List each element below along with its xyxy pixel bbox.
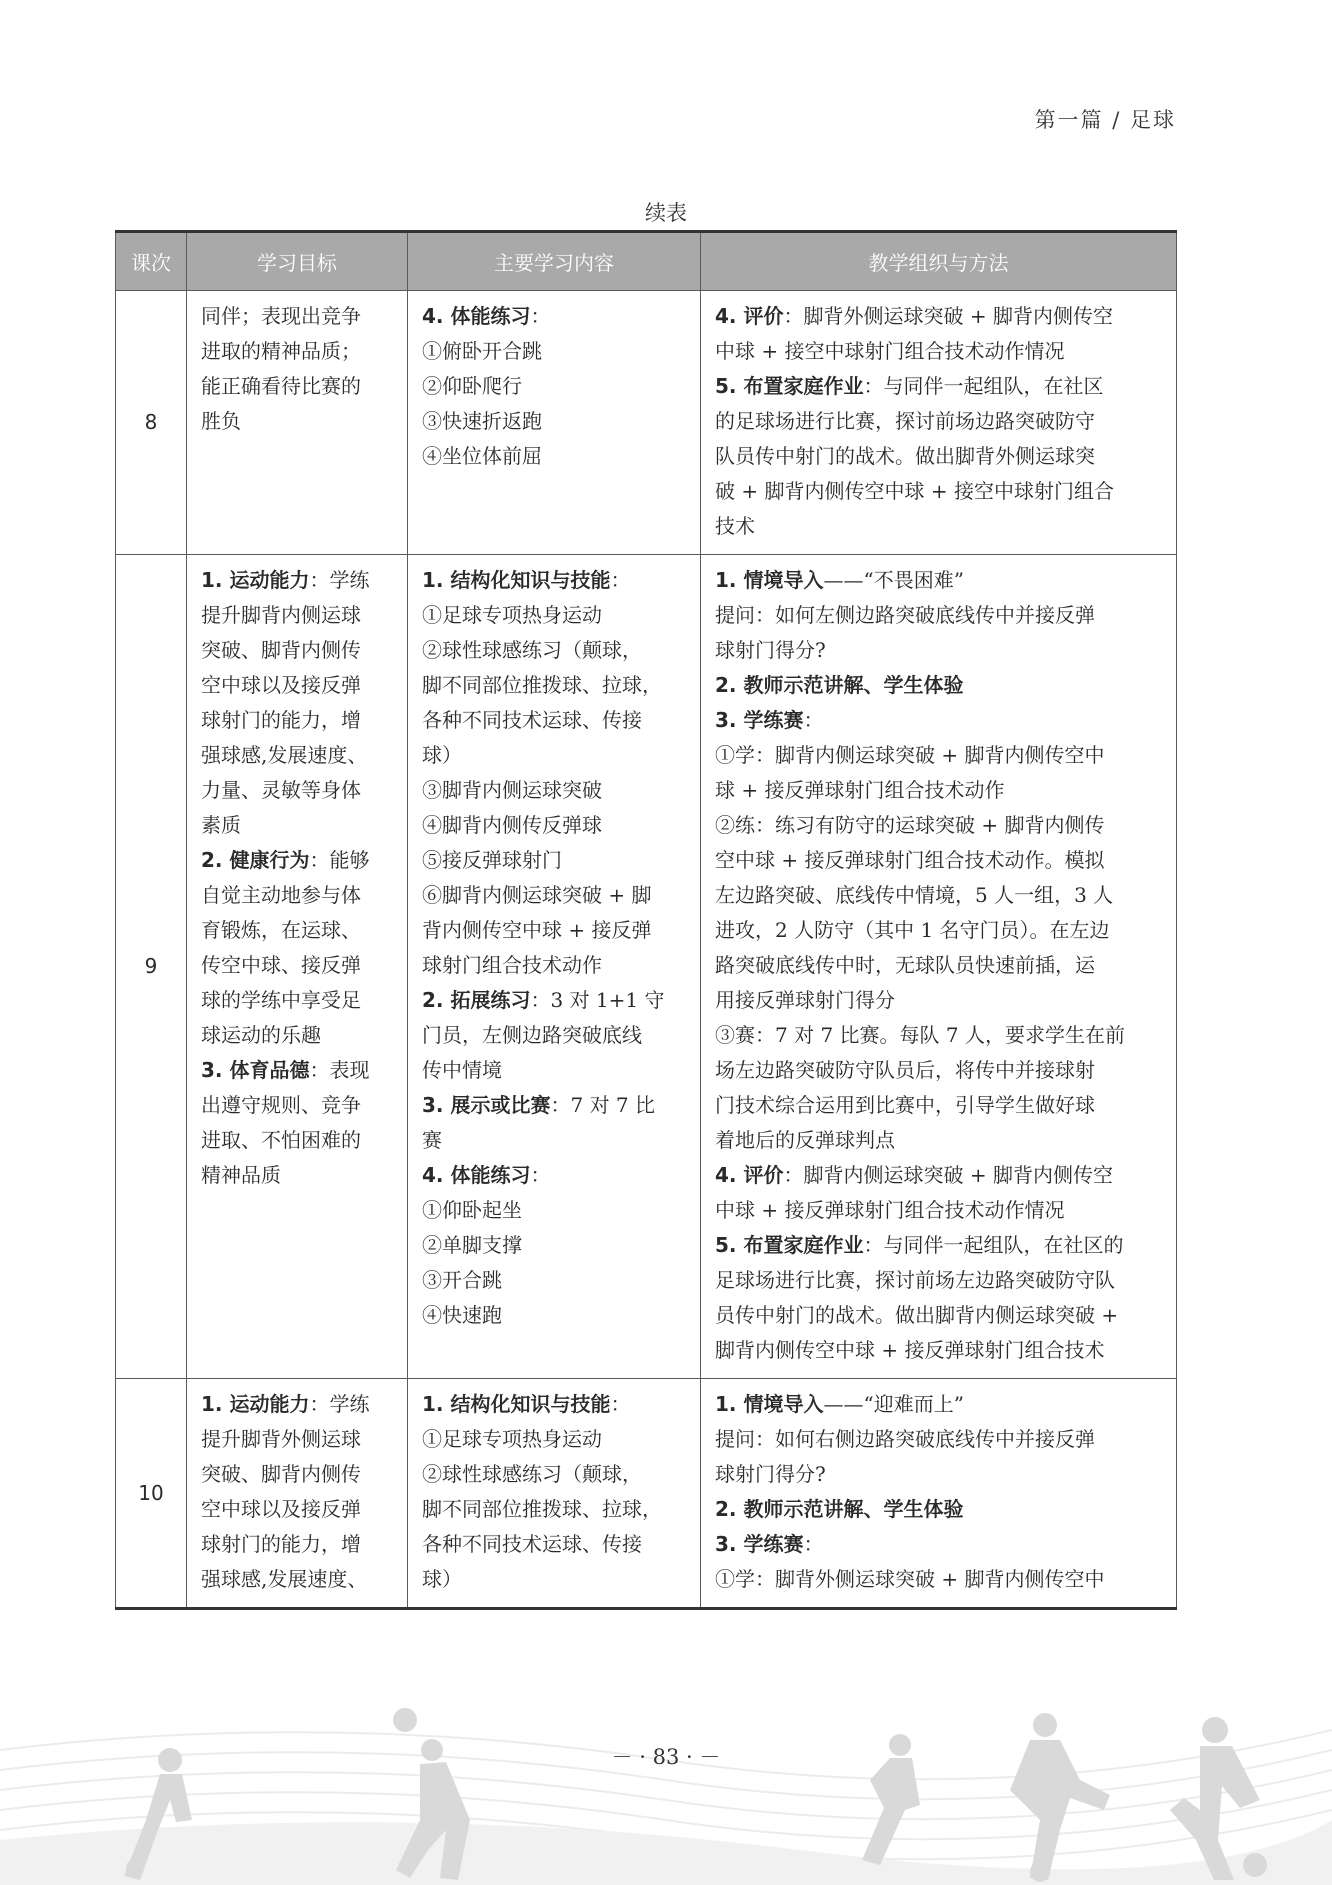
cell-line-text: 提问：如何左侧边路突破底线传中并接反弹 — [715, 603, 1095, 627]
content-cell — [408, 555, 701, 1379]
cell-line — [715, 1298, 1166, 1333]
cell-line-text: 中球 + 接空中球射门组合技术动作情况 — [715, 339, 1065, 363]
cell-line — [715, 1333, 1166, 1368]
cell-line — [201, 1422, 397, 1457]
cell-line-text: 中球 + 接反弹球射门组合技术动作情况 — [715, 1198, 1065, 1222]
cell-line-text: 球射门得分? — [715, 638, 826, 662]
cell-line — [715, 1123, 1166, 1158]
cell-line-heading: 1. 结构化知识与技能 — [422, 568, 611, 592]
cell-line-text: ： — [610, 1392, 631, 1416]
cell-line-text: 能正确看待比赛的 — [201, 374, 361, 398]
cell-line — [422, 1457, 690, 1492]
cell-line — [201, 948, 397, 983]
cell-line — [715, 563, 1166, 598]
cell-line-text: ： — [803, 1532, 824, 1556]
cell-line-heading: 5. 布置家庭作业 — [715, 1233, 864, 1257]
col-header-goals: 学习目标 — [187, 232, 408, 291]
cell-line — [715, 334, 1166, 369]
cell-line-text: 同伴；表现出竞争 — [201, 304, 361, 328]
cell-line-heading: 2. 拓展练习 — [422, 988, 531, 1012]
cell-line-text: 球射门的能力，增 — [201, 708, 361, 732]
cell-line-text: ⑤接反弹球射门 — [422, 848, 562, 872]
cell-line-text: 力量、灵敏等身体 — [201, 778, 361, 802]
cell-line — [715, 404, 1166, 439]
cell-line-text: ：能够 — [309, 848, 370, 872]
cell-line-text: 素质 — [201, 813, 241, 837]
cell-line-text: ④坐位体前屈 — [422, 444, 542, 468]
cell-line-text: ①学：脚背内侧运球突破 + 脚背内侧传空中 — [715, 743, 1105, 767]
cell-line-text: ——“迎难而上” — [823, 1392, 964, 1416]
cell-line — [422, 1053, 690, 1088]
cell-line — [201, 1387, 397, 1422]
cell-line — [201, 1018, 397, 1053]
cell-line — [201, 738, 397, 773]
cell-line — [201, 1562, 397, 1597]
cell-line-heading: 3. 体育品德 — [201, 1058, 310, 1082]
col-header-lesson: 课次 — [116, 232, 187, 291]
cell-line-text: ②练：练习有防守的运球突破 + 脚背内侧传 — [715, 813, 1105, 837]
cell-line — [715, 948, 1166, 983]
cell-line-text: ：脚背内侧运球突破 + 脚背内侧传空 — [783, 1163, 1113, 1187]
cell-line — [422, 598, 690, 633]
cell-line — [715, 1158, 1166, 1193]
methods-cell — [701, 291, 1177, 555]
cell-line-text: 球） — [422, 1567, 462, 1591]
cell-line-text: 门技术综合运用到比赛中，引导学生做好球 — [715, 1093, 1095, 1117]
cell-line-text: ①俯卧开合跳 — [422, 339, 542, 363]
cell-line-text: 胜负 — [201, 409, 241, 433]
cell-line — [715, 1018, 1166, 1053]
cell-line — [715, 1457, 1166, 1492]
cell-line — [422, 668, 690, 703]
cell-line — [422, 404, 690, 439]
cell-line-text: ②球性球感练习（颠球， — [422, 638, 642, 662]
cell-line — [422, 1193, 690, 1228]
cell-line — [201, 668, 397, 703]
cell-line-text: 空中球 + 接反弹球射门组合技术动作。模拟 — [715, 848, 1105, 872]
content-cell — [408, 291, 701, 555]
cell-line-text: ： — [530, 304, 551, 328]
cell-line-heading: 3. 学练赛 — [715, 708, 804, 732]
cell-line — [422, 563, 690, 598]
cell-line — [201, 1492, 397, 1527]
lesson-number: 9 — [116, 555, 187, 1379]
goals-cell — [187, 1379, 408, 1609]
cell-line-text: ①足球专项热身运动 — [422, 603, 602, 627]
cell-line-text: 路突破底线传中时，无球队员快速前插，运 — [715, 953, 1095, 977]
cell-line-text: ： — [610, 568, 631, 592]
cell-line-text: ⑥脚背内侧运球突破 + 脚 — [422, 883, 652, 907]
cell-line-text: 员传中射门的战术。做出脚背内侧运球突破 + — [715, 1303, 1119, 1327]
cell-line-heading: 2. 教师示范讲解、学生体验 — [715, 1497, 964, 1521]
col-header-content: 主要学习内容 — [408, 232, 701, 291]
cell-line — [422, 1387, 690, 1422]
cell-line — [715, 703, 1166, 738]
lesson-number: 8 — [116, 291, 187, 555]
cell-line-text: 球射门组合技术动作 — [422, 953, 602, 977]
cell-line-text: ：7 对 7 比 — [550, 1093, 656, 1117]
cell-line-text: 门员，左侧边路突破底线 — [422, 1023, 642, 1047]
cell-line — [715, 299, 1166, 334]
cell-line — [201, 703, 397, 738]
cell-line — [422, 878, 690, 913]
cell-line — [422, 1527, 690, 1562]
methods-cell — [701, 1379, 1177, 1609]
cell-line — [422, 1123, 690, 1158]
cell-line-text: ②仰卧爬行 — [422, 374, 522, 398]
cell-line — [201, 563, 397, 598]
cell-line-text: 精神品质 — [201, 1163, 281, 1187]
table-body — [116, 291, 1177, 1609]
cell-line-heading: 4. 评价 — [715, 304, 784, 328]
cell-line — [201, 299, 397, 334]
cell-line — [715, 369, 1166, 404]
cell-line-text: 各种不同技术运球、传接 — [422, 1532, 642, 1556]
cell-line — [715, 1263, 1166, 1298]
cell-line — [201, 1457, 397, 1492]
cell-line — [422, 1228, 690, 1263]
cell-line — [201, 913, 397, 948]
cell-line — [422, 334, 690, 369]
cell-line-text: 进取、不怕困难的 — [201, 1128, 361, 1152]
cell-line — [201, 1527, 397, 1562]
cell-line-text: 技术 — [715, 514, 755, 538]
cell-line-text: 突破、脚背内侧传 — [201, 1462, 361, 1486]
table-row — [116, 555, 1177, 1379]
cell-line-text: ：脚背外侧运球突破 + 脚背内侧传空 — [783, 304, 1113, 328]
cell-line-text: 球的学练中享受足 — [201, 988, 361, 1012]
cell-line — [201, 1088, 397, 1123]
cell-line-text: 的足球场进行比赛，探讨前场边路突破防守 — [715, 409, 1095, 433]
cell-line-text: 用接反弹球射门得分 — [715, 988, 895, 1012]
cell-line-heading: 1. 运动能力 — [201, 1392, 310, 1416]
cell-line-text: ：学练 — [309, 568, 370, 592]
running-head: 第一篇 / 足球 — [1034, 108, 1176, 132]
content-cell — [408, 1379, 701, 1609]
cell-line-text: ④脚背内侧传反弹球 — [422, 813, 602, 837]
cell-line — [422, 1422, 690, 1457]
cell-line-text: ：与同伴一起组队，在社区的 — [863, 1233, 1124, 1257]
cell-line-text: ②球性球感练习（颠球， — [422, 1462, 642, 1486]
cell-line-text: ④快速跑 — [422, 1303, 502, 1327]
cell-line-text: 空中球以及接反弹 — [201, 673, 361, 697]
cell-line-text: 脚不同部位推拨球、拉球， — [422, 1497, 662, 1521]
cell-line-text: 足球场进行比赛，探讨前场左边路突破防守队 — [715, 1268, 1115, 1292]
cell-line-heading: 5. 布置家庭作业 — [715, 374, 864, 398]
cell-line-text: 球） — [422, 743, 462, 767]
col-header-methods: 教学组织与方法 — [701, 232, 1177, 291]
cell-line — [422, 1088, 690, 1123]
cell-line — [422, 913, 690, 948]
cell-line-heading: 3. 展示或比赛 — [422, 1093, 551, 1117]
cell-line — [201, 633, 397, 668]
cell-line-text: 提升脚背外侧运球 — [201, 1427, 361, 1451]
cell-line — [715, 808, 1166, 843]
cell-line — [422, 633, 690, 668]
cell-line — [201, 773, 397, 808]
cell-line-text: 传中情境 — [422, 1058, 502, 1082]
cell-line-heading: 1. 运动能力 — [201, 568, 310, 592]
cell-line — [715, 509, 1166, 544]
cell-line-text: ：与同伴一起组队，在社区 — [863, 374, 1104, 398]
cell-line — [715, 878, 1166, 913]
cell-line — [715, 843, 1166, 878]
cell-line — [715, 668, 1166, 703]
cell-line-text: 进攻，2 人防守（其中 1 名守门员）。在左边 — [715, 918, 1110, 942]
cell-line — [422, 738, 690, 773]
cell-line-text: ： — [530, 1163, 551, 1187]
goals-cell — [187, 291, 408, 555]
cell-line-text: 队员传中射门的战术。做出脚背外侧运球突 — [715, 444, 1095, 468]
lesson-plan-table — [115, 230, 1177, 1610]
cell-line-text: ①仰卧起坐 — [422, 1198, 522, 1222]
cell-line — [422, 299, 690, 334]
cell-line — [422, 808, 690, 843]
cell-line — [715, 1562, 1166, 1597]
cell-line — [201, 404, 397, 439]
cell-line-text: ： — [803, 708, 824, 732]
cell-line-text: 强球感,发展速度、 — [201, 743, 368, 767]
cell-line — [201, 334, 397, 369]
cell-line — [715, 1088, 1166, 1123]
cell-line-heading: 4. 体能练习 — [422, 304, 531, 328]
cell-line-text: 自觉主动地参与体 — [201, 883, 361, 907]
page-number: － · 83 · － — [611, 1745, 721, 1769]
cell-line-text: ③快速折返跑 — [422, 409, 542, 433]
cell-line — [715, 598, 1166, 633]
cell-line — [201, 369, 397, 404]
cell-line-text: 空中球以及接反弹 — [201, 1497, 361, 1521]
cell-line-heading: 3. 学练赛 — [715, 1532, 804, 1556]
cell-line — [201, 808, 397, 843]
cell-line — [422, 983, 690, 1018]
cell-line — [201, 1123, 397, 1158]
cell-line — [715, 773, 1166, 808]
cell-line-text: 提升脚背内侧运球 — [201, 603, 361, 627]
cell-line-text: 突破、脚背内侧传 — [201, 638, 361, 662]
cell-line-text: ：3 对 1+1 守 — [530, 988, 665, 1012]
cell-line-text: 球 + 接反弹球射门组合技术动作 — [715, 778, 1005, 802]
cell-line — [715, 1492, 1166, 1527]
cell-line-text: 出遵守规则、竞争 — [201, 1093, 361, 1117]
cell-line-text: ①学：脚背外侧运球突破 + 脚背内侧传空中 — [715, 1567, 1105, 1591]
cell-line — [715, 633, 1166, 668]
cell-line — [422, 439, 690, 474]
cell-line-text: ——“不畏困难” — [823, 568, 964, 592]
cell-line — [715, 1422, 1166, 1457]
cell-line — [715, 1387, 1166, 1422]
cell-line — [715, 738, 1166, 773]
cell-line — [422, 1298, 690, 1333]
cell-line — [715, 474, 1166, 509]
methods-cell — [701, 555, 1177, 1379]
cell-line-text: 球运动的乐趣 — [201, 1023, 321, 1047]
cell-line-text: 球射门的能力，增 — [201, 1532, 361, 1556]
cell-line — [422, 1158, 690, 1193]
cell-line-heading: 2. 教师示范讲解、学生体验 — [715, 673, 964, 697]
cell-line-text: 进取的精神品质； — [201, 339, 361, 363]
cell-line — [201, 1053, 397, 1088]
cell-line-text: ①足球专项热身运动 — [422, 1427, 602, 1451]
cell-line — [422, 1018, 690, 1053]
cell-line-text: 传空中球、接反弹 — [201, 953, 361, 977]
cell-line-text: ③脚背内侧运球突破 — [422, 778, 602, 802]
cell-line-text: 各种不同技术运球、传接 — [422, 708, 642, 732]
cell-line-heading: 4. 评价 — [715, 1163, 784, 1187]
cell-line — [715, 1053, 1166, 1088]
cell-line — [715, 1527, 1166, 1562]
cell-line — [715, 913, 1166, 948]
cell-line-heading: 1. 结构化知识与技能 — [422, 1392, 611, 1416]
cell-line-heading: 1. 情境导入 — [715, 568, 824, 592]
cell-line-text: ：学练 — [309, 1392, 370, 1416]
cell-line — [715, 439, 1166, 474]
cell-line-text: 球射门得分? — [715, 1462, 826, 1486]
cell-line-text: 脚背内侧传空中球 + 接反弹球射门组合技术 — [715, 1338, 1105, 1362]
cell-line-text: 强球感,发展速度、 — [201, 1567, 368, 1591]
cell-line — [715, 983, 1166, 1018]
cell-line — [422, 703, 690, 738]
cell-line — [422, 948, 690, 983]
cell-line-heading: 2. 健康行为 — [201, 848, 310, 872]
cell-line — [715, 1193, 1166, 1228]
table-caption: 续表 — [645, 201, 687, 225]
football-silhouettes-decoration — [0, 1690, 1332, 1885]
cell-line-text: 脚不同部位推拨球、拉球， — [422, 673, 662, 697]
table-row — [116, 1379, 1177, 1609]
cell-line-text: 提问：如何右侧边路突破底线传中并接反弹 — [715, 1427, 1095, 1451]
cell-line — [201, 598, 397, 633]
lesson-number: 10 — [116, 1379, 187, 1609]
cell-line-heading: 1. 情境导入 — [715, 1392, 824, 1416]
cell-line-text: 背内侧传空中球 + 接反弹 — [422, 918, 652, 942]
cell-line — [422, 1492, 690, 1527]
cell-line — [422, 369, 690, 404]
cell-line — [422, 1263, 690, 1298]
cell-line-text: ②单脚支撑 — [422, 1233, 522, 1257]
cell-line-text: 左边路突破、底线传中情境，5 人一组，3 人 — [715, 883, 1114, 907]
table-header-row — [116, 232, 1177, 291]
cell-line — [422, 773, 690, 808]
cell-line-text: 赛 — [422, 1128, 442, 1152]
cell-line — [201, 878, 397, 913]
cell-line-text: 着地后的反弹球判点 — [715, 1128, 895, 1152]
cell-line — [422, 1562, 690, 1597]
cell-line — [201, 1158, 397, 1193]
cell-line-text: ：表现 — [309, 1058, 370, 1082]
goals-cell — [187, 555, 408, 1379]
cell-line-text: 场左边路突破防守队员后，将传中并接球射 — [715, 1058, 1095, 1082]
cell-line — [422, 843, 690, 878]
cell-line — [715, 1228, 1166, 1263]
cell-line — [201, 843, 397, 878]
cell-line-text: ③赛：7 对 7 比赛。每队 7 人，要求学生在前 — [715, 1023, 1125, 1047]
cell-line-heading: 4. 体能练习 — [422, 1163, 531, 1187]
cell-line — [201, 983, 397, 1018]
cell-line-text: 育锻炼，在运球、 — [201, 918, 361, 942]
table-row — [116, 291, 1177, 555]
cell-line-text: 破 + 脚背内侧传空中球 + 接空中球射门组合 — [715, 479, 1114, 503]
cell-line-text: ③开合跳 — [422, 1268, 502, 1292]
